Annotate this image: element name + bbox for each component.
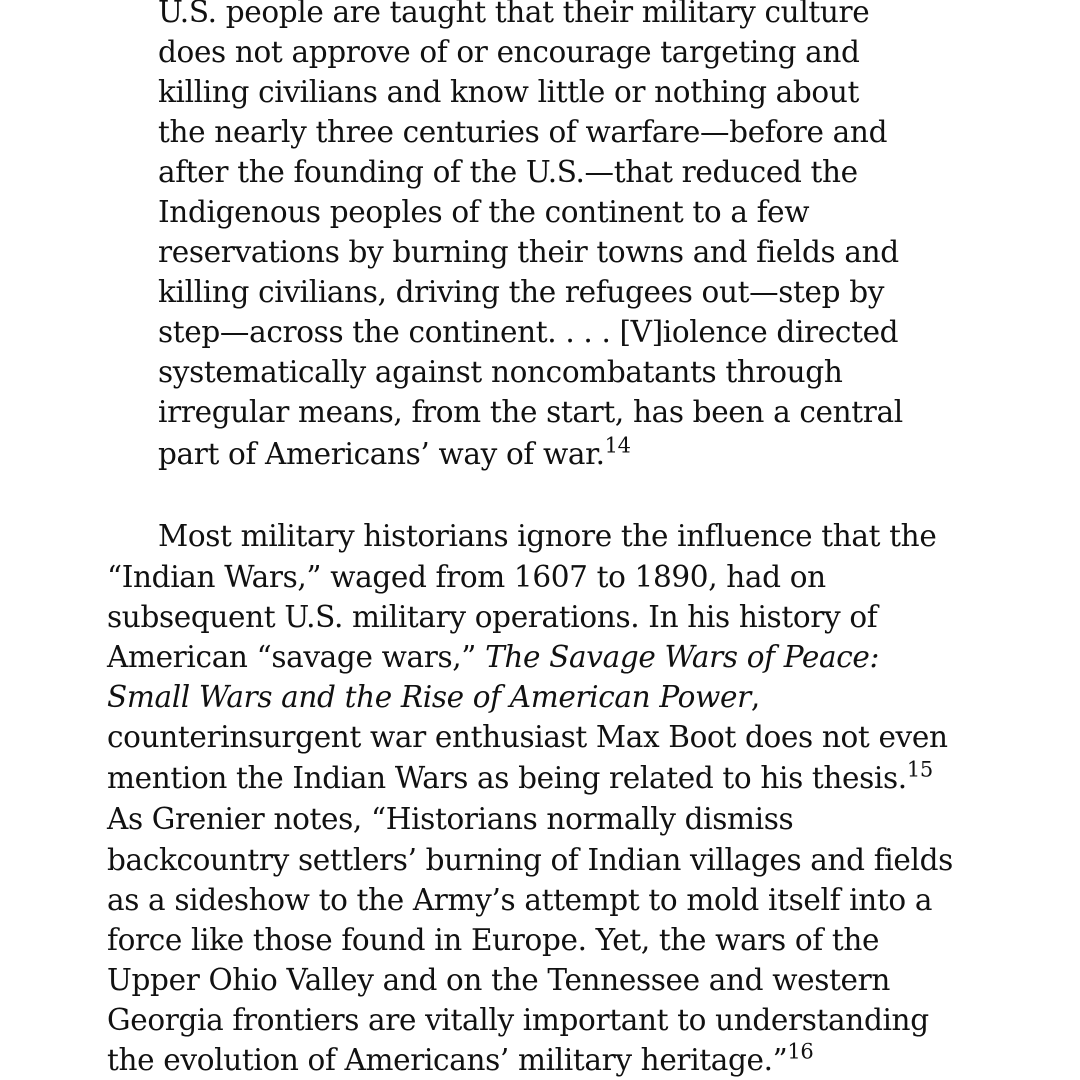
quote-line: U.S. people are taught that their military culture [158,0,870,29]
quote-line: reservations by burning their towns and fields and [158,235,899,269]
footnote-marker-15[interactable]: 15 [906,757,933,782]
quote-line: Indigenous peoples of the continent to a few [158,195,810,229]
paragraph-line: Georgia frontiers are vitally important to understanding [107,1003,929,1037]
paragraph-line: Most military historians ignore the influence that the [158,519,937,553]
paragraph-line: counterinsurgent war enthusiast Max Boot does not even [107,720,948,754]
book-title: Small Wars and the Rise of American Power [107,680,751,714]
paragraph-text: the evolution of Americans’ military heritage.” [107,1043,788,1077]
footnote-marker-16[interactable]: 16 [787,1039,814,1064]
paragraph-line [107,637,879,677]
paragraph-line: subsequent U.S. military operations. In his history of [107,600,878,634]
paragraph-line: As Grenier notes, “Historians normally dismiss [107,802,794,836]
quote-line: the nearly three centuries of warfare—before and [158,115,888,149]
paragraph-line: as a sideshow to the Army’s attempt to mold itself into a [107,883,933,917]
paragraph-text: mention the Indian Wars as being related to his thesis. [107,761,907,795]
quote-line: step—across the continent. . . . [V]iolence directed [158,315,899,349]
quote-line: systematically against noncombatants through [158,355,843,389]
paragraph-line [107,677,760,717]
quote-line-last [158,434,631,474]
paragraph-text: , [750,680,760,714]
quote-line: killing civilians and know little or nothing about [158,75,860,109]
quote-line: after the founding of the U.S.—that reduced the [158,155,858,189]
quote-text: part of Americans’ way of war. [158,437,605,471]
footnote-marker-14[interactable]: 14 [604,433,631,458]
book-title: The Savage Wars of Peace: [485,640,880,674]
paragraph-line [107,758,933,798]
quote-line: irregular means, from the start, has been a central [158,395,903,429]
paragraph-line [107,1040,813,1080]
paragraph-line: force like those found in Europe. Yet, the wars of the [107,923,880,957]
paragraph-line: Upper Ohio Valley and on the Tennessee and western [107,963,891,997]
paragraph-line: “Indian Wars,” waged from 1607 to 1890, had on [107,560,826,594]
quote-line: killing civilians, driving the refugees out—step by [158,275,885,309]
quote-line: does not approve of or encourage targeting and [158,35,860,69]
paragraph-text: American “savage wars,” [107,640,486,674]
paragraph-line: backcountry settlers’ burning of Indian villages and fields [107,843,953,877]
